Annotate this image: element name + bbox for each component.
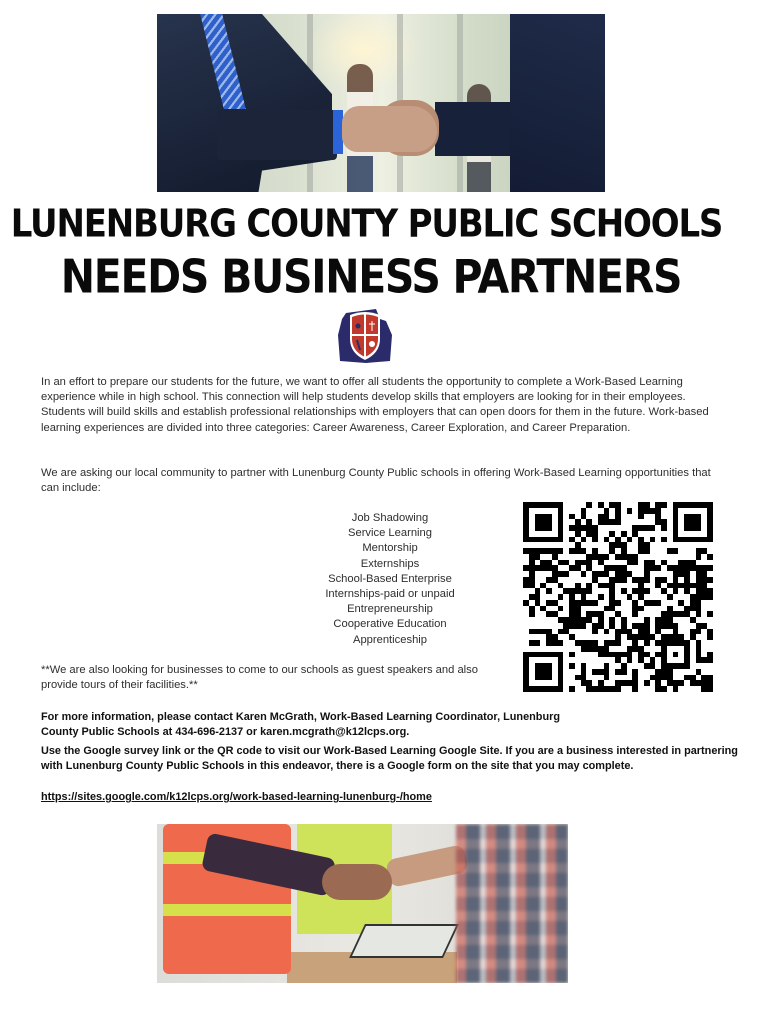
list-item: Externships bbox=[360, 557, 420, 570]
list-item: Service Learning bbox=[348, 527, 432, 540]
list-item: Mentorship bbox=[362, 542, 418, 555]
list-item: School-Based Enterprise bbox=[328, 572, 452, 585]
intro-paragraph: In an effort to prepare our students for the future, we want to offer all students the opportunity to complete a Work-Based Learning experience while in high school. This connection will help students develop skills that employers are looking for in their employees. Students will build skills and establish professional relationships with employers that can open doors for them in the future. Work-based learning experiences are divided into three categories: Career Awareness, Career Exploration, and Career Preparation. bbox=[41, 376, 709, 434]
ask-paragraph: We are asking our local community to partner with Lunenburg County Public schools in offering Work-Based Learning opportunities that can include: bbox=[41, 467, 711, 495]
headline-needs-partners: NEEDS BUSINESS PARTNERS bbox=[60, 250, 682, 304]
opportunities-list bbox=[280, 511, 500, 648]
survey-instructions: Use the Google survey link or the QR code to visit our Work-Based Learning Google Site. If you are a business interested in partnering with Lunenburg County Public Schools in this endeavor, there is a Google form on the site that you may complete. bbox=[41, 745, 738, 772]
list-item: Internships-paid or unpaid bbox=[325, 588, 455, 601]
contact-info: For more information, please contact Karen McGrath, Work-Based Learning Coordinator, Lunenburg County Public Schools at 434-696-2137 or karen.mcgrath@k12lcps.org. bbox=[41, 711, 560, 738]
list-item: Cooperative Education bbox=[333, 618, 447, 631]
list-item: Entrepreneurship bbox=[347, 603, 433, 616]
qr-code-icon[interactable] bbox=[523, 502, 713, 692]
google-site-link[interactable]: https://sites.google.com/k12lcps.org/work-based-learning-lunenburg-/home bbox=[41, 791, 432, 803]
guest-speakers-note: **We are also looking for businesses to come to our schools as guest speakers and also provide tours of their facilities.** bbox=[41, 664, 478, 692]
list-item: Apprenticeship bbox=[352, 633, 427, 646]
business-handshake-photo bbox=[157, 14, 605, 192]
county-shield-logo-icon bbox=[336, 305, 394, 365]
list-item: Job Shadowing bbox=[351, 512, 429, 524]
headline-county-schools: LUNENBURG COUNTY PUBLIC SCHOOLS bbox=[10, 202, 723, 247]
safety-vest-handshake-photo bbox=[157, 824, 568, 983]
